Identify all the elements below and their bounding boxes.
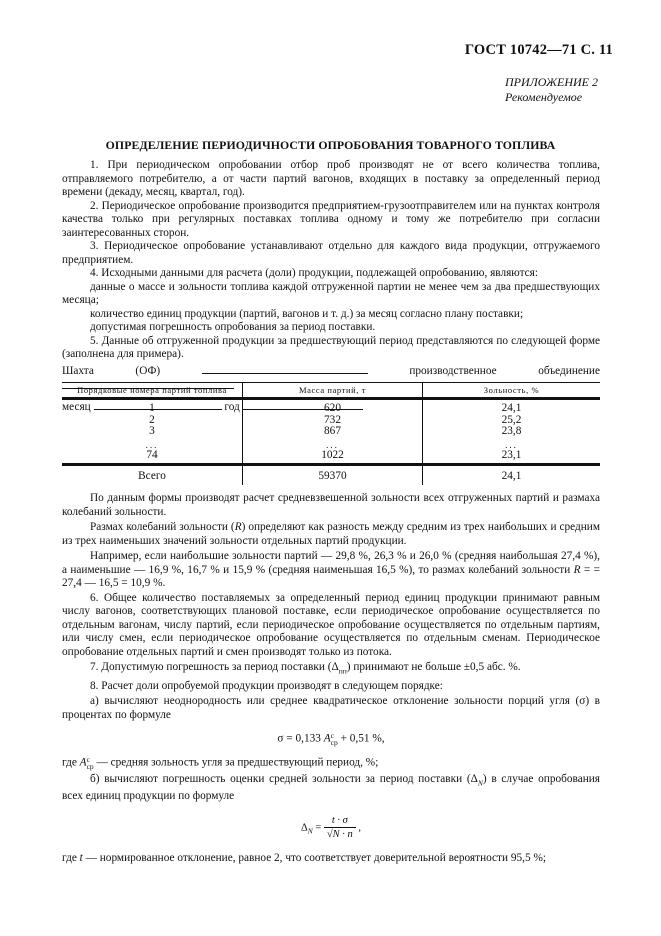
paragraph-1: 1. При периодическом опробовании отбор проб производят не от всего количества топлива, отправляемого потребителю, а от части партий вагонов, входящих в поставку за определенный период времени (декаду, месяц, квартал, год).: [62, 159, 600, 198]
subscript: N: [307, 826, 313, 836]
appendix-label: [505, 75, 598, 105]
paragraph-4c: допустимая погрешность опробования за период поставки.: [90, 321, 376, 333]
text: ,: [355, 822, 362, 834]
formula-delta-n: [62, 814, 600, 842]
text: ) определяют как разность между средним из трех наибольших и средним из трех наименьших значений зольности отдельных партий продукции.: [62, 521, 600, 547]
text: — средняя зольность угля за предшествующий период, %;: [93, 756, 379, 769]
numerator: t · σ: [324, 814, 356, 829]
total-ash-content: 24,1: [501, 469, 522, 482]
text: + 0,51 %,: [337, 732, 385, 745]
paragraph-range-example: [62, 550, 600, 591]
column-ash-contents: [423, 399, 601, 465]
mine-label: Шахта (ОФ): [62, 364, 161, 377]
paragraph-4a: данные о массе и зольности топлива каждой отгруженной партии не менее чем за два предшествующих месяца;: [62, 280, 600, 306]
text: Размах колебаний зольности (: [90, 521, 235, 533]
mine-field[interactable]: [202, 363, 368, 374]
superscript: с: [86, 755, 90, 765]
table-cell: 1: [149, 402, 155, 414]
table-total-row: [62, 465, 600, 486]
superscript: с: [330, 731, 334, 741]
paragraph-3: 3. Периодическое опробование устанавливают отдельно для каждого вида продукции, отгружаемого предприятием.: [62, 240, 600, 266]
appendix-number: ПРИЛОЖЕНИЕ 2: [505, 75, 598, 89]
table-cell: 23,8: [501, 425, 522, 437]
paragraph-8b: [62, 773, 600, 803]
table-cell-ellipsis: ...: [505, 439, 518, 450]
paragraph-8: 8. Расчет доли опробуемой продукции производят в следующем порядке:: [90, 679, 443, 692]
subscript: пп: [338, 666, 347, 676]
text: — нормированное отклонение, равное 2, что соответствует доверительной вероятности 95,5 %;: [82, 851, 547, 864]
calculation-paragraphs: [62, 492, 600, 865]
sup-sub: [87, 756, 94, 770]
sup-sub: [331, 732, 338, 746]
variable-A: A: [323, 732, 331, 745]
intro-paragraphs: [62, 159, 600, 414]
paragraph-2: 2. Периодическое опробование производится предприятием-грузоотправителем или на пунктах контроля качества только при регулярных поставках топлива одному и тому же потребителю при согласии заинтересованных сторон.: [62, 199, 600, 239]
text: σ = 0,133: [277, 732, 324, 745]
subscript: N: [477, 778, 483, 788]
text: = = 27,4 — 16,5 = 10,9 %.: [62, 563, 601, 589]
text: Например, если наибольшие зольности партий — 29,8 %, 26,3 % и 26,0 % (средняя наибольшая 27,4 %), а наименьшие — 16,9 %, 16,7 % и 15,9 % (средняя наименьшая 16,5 %), то размах колебаний зольности: [62, 550, 600, 576]
table-cell: 3: [149, 425, 155, 437]
total-mass: 59370: [243, 465, 423, 486]
association-label: производственное объединение: [409, 364, 600, 377]
table-data-rows: [62, 399, 600, 465]
variable-A: A: [79, 756, 87, 769]
paragraph-8a: а) вычисляют неоднородность или среднее квадратическое отклонение зольности порций угля (σ) в процентах по формуле: [62, 695, 600, 721]
table-header-row: [62, 383, 600, 399]
text: б) вычисляют погрешность оценки средней зольности за период поставки (Δ: [90, 773, 478, 786]
paragraph-7: [62, 661, 600, 678]
paragraph-6: 6. Общее количество поставляемых за определенный период единиц продукции принимают равным числу вагонов, соответствующих плановой поставке, если периодическое опробование осуществляется по отдельным вагонам, числу партий, если периодическое опробование осуществляется по отдельным партиям, или числу смен, если периодическое опробование осуществляется по отдельным сменам. Периодическое опробование отдельных партий и смен производят только из потока.: [62, 591, 600, 658]
text: где: [62, 756, 80, 769]
table-cell: 620: [324, 402, 341, 414]
text: ) принимают не больше ±0,5 абс. %.: [346, 661, 521, 673]
paragraph-4b: количество единиц продукции (партий, вагонов и т. д.) за месяц согласно плану поставки;: [90, 307, 524, 320]
header-batch-mass: Масса партий, т: [243, 383, 423, 399]
subscript: ср: [330, 738, 338, 748]
text: ) в случае опробования всех единиц продукции по формуле: [62, 773, 600, 803]
table-cell: 74: [146, 448, 158, 461]
shipment-data-table: [62, 382, 600, 485]
text: Δ: [300, 822, 308, 834]
paragraph-5: 5. Данные об отгруженной продукции за предшествующий период представляются по следующей форме (заполнена для примера).: [62, 334, 600, 360]
year-label: год: [224, 400, 240, 413]
paragraph-weighted-ash: По данным формы производят расчет средневзвешенной зольности всех отгруженных партий и размаха колебаний зольности.: [62, 492, 600, 518]
paragraph-4: 4. Исходными данными для расчета (доли) продукции, подлежащей опробованию, являются:: [90, 267, 539, 279]
header-batch-number: Порядковые номера партий топлива: [62, 383, 243, 399]
fraction: [324, 814, 356, 842]
table-cell-ellipsis: ...: [145, 439, 159, 450]
column-batch-numbers: [62, 399, 243, 465]
subscript: ср: [86, 762, 94, 772]
denominator: √N · n: [326, 829, 353, 841]
variable-t: t: [79, 851, 83, 864]
table-cell: 23,1: [501, 448, 522, 461]
variable-R: R: [573, 563, 581, 576]
column-batch-masses: [243, 399, 423, 465]
table-cell-ellipsis: ...: [326, 439, 339, 450]
paragraph-range-definition: [62, 521, 600, 548]
formula-delta-explanation: [62, 852, 600, 866]
table-cell: 24,1: [501, 402, 522, 414]
table-cell: 2: [149, 413, 155, 426]
formula-sigma-explanation: [62, 756, 600, 770]
text: =: [312, 822, 324, 834]
formula-sigma: [62, 732, 600, 746]
total-label: Всего: [62, 465, 243, 486]
variable-R: R: [234, 521, 242, 533]
section-title: ОПРЕДЕЛЕНИЕ ПЕРИОДИЧНОСТИ ОПРОБОВАНИЯ ТОВАРНОГО ТОПЛИВА: [105, 138, 556, 152]
table-cell: 1022: [321, 448, 344, 461]
header-ash-content: Зольность, %: [423, 383, 601, 399]
text: где: [62, 851, 80, 864]
table-cell: 732: [324, 413, 341, 426]
appendix-status: Рекомендуемое: [505, 90, 583, 104]
table-cell: 25,2: [501, 413, 522, 426]
text: 7. Допустимую погрешность за период поставки (Δ: [90, 661, 339, 673]
table-cell: 867: [324, 425, 341, 437]
standard-page-header: ГОСТ 10742—71 С. 11: [464, 42, 613, 58]
month-label: месяц: [62, 400, 91, 413]
